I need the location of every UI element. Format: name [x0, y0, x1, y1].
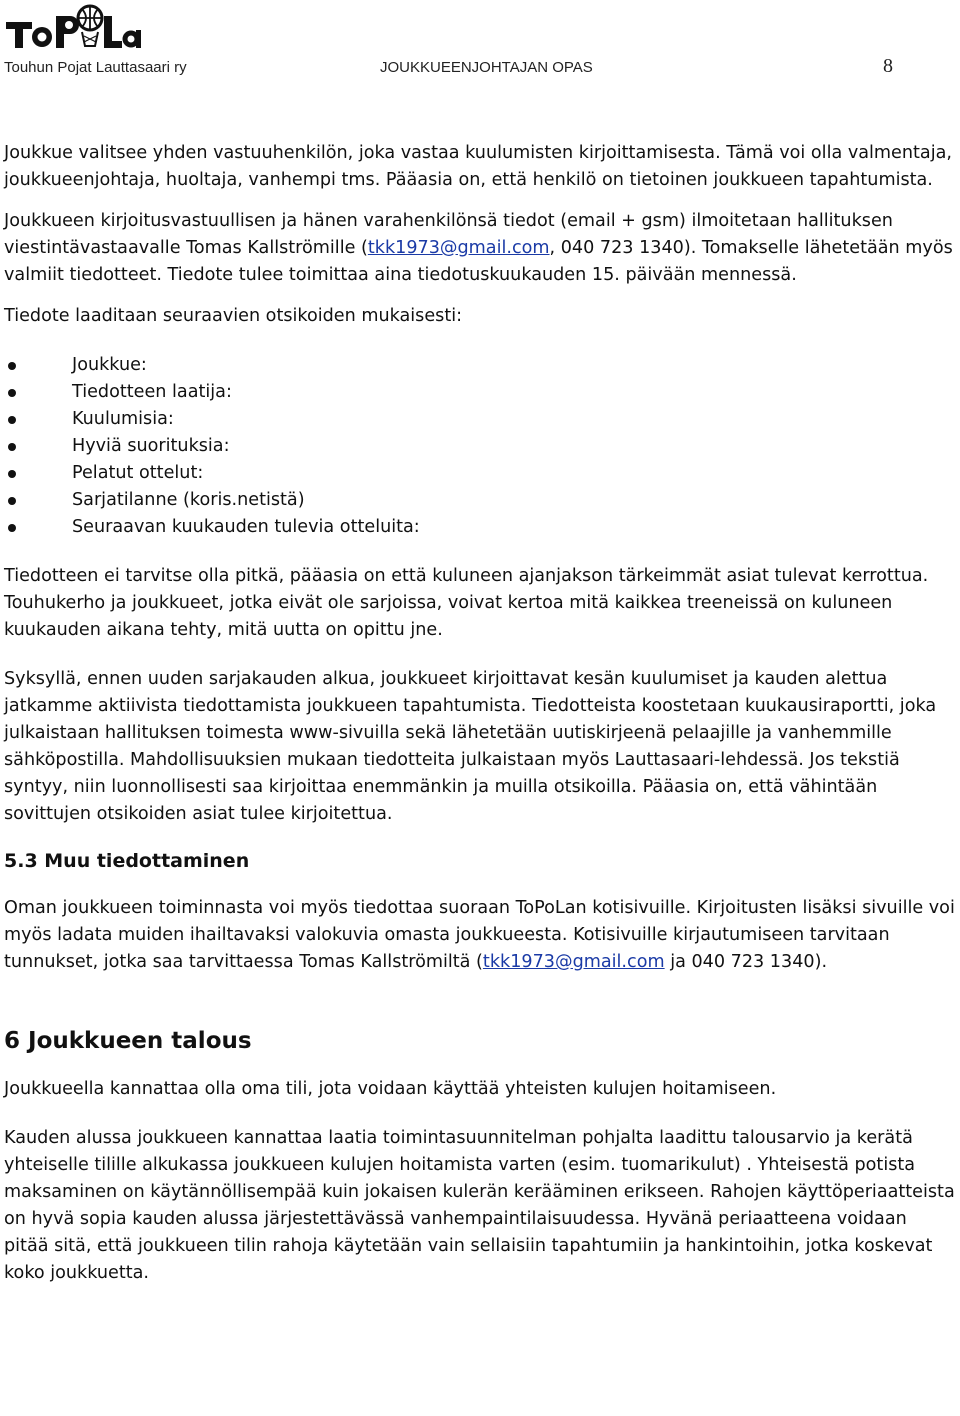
list-item [4, 514, 956, 541]
list-item-label: Joukkue: [72, 355, 147, 375]
topola-logo-graphic [4, 2, 144, 52]
paragraph-text: Joukkueen kirjoitusvastuullisen ja hänen varahenkilönsä tiedot (email + gsm) ilmoitetaan hallituksen viestintävastaavalle Tomas Kallströmille ( [4, 211, 893, 258]
list-item-label: Seuraavan kuukauden tulevia otteluita: [72, 517, 420, 537]
bullet-icon [8, 497, 16, 505]
topola-logo [4, 2, 144, 52]
paragraph-bulletin-length: Tiedotteen ei tarvitse olla pitkä, pääasia on että kuluneen ajanjakson tärkeimmät asiat tulevat kerrottua. Touhukerho ja joukkueet, jotka eivät ole sarjoissa, voivat kertoa mitä kaikkea treeneissä on kuluneen kuukauden aikana tehty, mitä uutta on opittu jne. [4, 566, 929, 640]
paragraph-autumn-reporting: Syksyllä, ennen uuden sarjakauden alkua, joukkueet kirjoittavat kesän kuulumiset ja kauden alettua jatkamme aktiivista tiedottamista joukkueen tapahtumista. Tiedotteista koostetaan kuukausiraportti, joka julkaistaan hallituksen toimesta www-sivuilla sekä lähetetään uutiskirjeenä pelaajille ja vanhemmille sähköpostilla. Mahdollisuuksien mukaan tiedotteita julkaistaan myös Lauttasaari-lehdessä. Jos tekstiä syntyy, niin luonnollisesti saa kirjoittaa enemmänkin ja muilla otsikoilla. Pääasia on, että vähintään sovittujen otsikoiden asiat tulee kirjoitettua. [4, 669, 937, 824]
page-header [0, 0, 960, 90]
list-item [4, 406, 956, 433]
paragraph-contact-info [4, 208, 956, 289]
list-item [4, 460, 956, 487]
email-link[interactable]: tkk1973@gmail.com [367, 238, 550, 258]
section-heading-5-3: 5.3 Muu tiedottaminen [4, 850, 250, 872]
email-link[interactable]: tkk1973@gmail.com [482, 952, 665, 972]
paragraph-text: , 040 723 1340). Tomakselle lähetetään myös valmiit tiedotteet. Tiedote tulee toimittaa aina tiedotuskuukauden 15. päivään mennessä. [4, 238, 953, 285]
section-heading-6: 6 Joukkueen talous [4, 1028, 252, 1054]
paragraph-text: Oman joukkueen toiminnasta voi myös tiedottaa suoraan ToPoLan kotisivuille. Kirjoitusten lisäksi sivuille voi myös ladata muiden ihailtavaksi valokuvia omasta joukkueesta. Kotisivuille kirjautumiseen tarvitaan tunnukset, jotka saa tarvittaessa Tomas Kallströmiltä ( [4, 898, 955, 972]
paragraph-team-account: Joukkueella kannattaa olla oma tili, jota voidaan käyttää yhteisten kulujen hoitamiseen. [4, 1079, 777, 1099]
list-item-label: Sarjatilanne (koris.netistä) [72, 490, 305, 510]
paragraph-budget: Kauden alussa joukkueen kannattaa laatia toimintasuunnitelman pohjalta laadittu talousarvio ja kerätä yhteiselle tilille alkukassa joukkueen kulujen hoitamista varten (esim. tuomarikulut) . Yhteisestä potista maksaminen on käytännöllisempää kuin jokaisen kulerän kerääminen erikseen. Rahojen käyttöperiaatteista on hyvä sopia kauden alussa järjestettävässä vanhempaintilaisuudessa. Hyvänä periaatteena voidaan pitää sitä, että joukkueen tilin rahoja käytetään vain sellaisiin tapahtumiin ja hankintoihin, jotka koskevat koko joukkuetta. [4, 1128, 955, 1283]
paragraph-text: ja 040 723 1340). [664, 952, 828, 972]
page-number: 8 [883, 55, 893, 77]
bullet-icon [8, 416, 16, 424]
paragraph-other-communication [4, 895, 956, 976]
bullet-icon [8, 389, 16, 397]
bullet-icon [8, 524, 16, 532]
bullet-icon [8, 362, 16, 370]
bullet-icon [8, 470, 16, 478]
list-item-label: Tiedotteen laatija: [72, 382, 232, 402]
list-item-label: Pelatut ottelut: [72, 463, 204, 483]
organization-name: Touhun Pojat Lauttasaari ry [4, 59, 187, 76]
list-item [4, 433, 956, 460]
list-item [4, 487, 956, 514]
bullet-icon [8, 443, 16, 451]
document-title: JOUKKUEENJOHTAJAN OPAS [380, 59, 593, 76]
list-item [4, 352, 956, 379]
list-item [4, 379, 956, 406]
page-body [4, 140, 956, 1287]
list-item-label: Kuulumisia: [72, 409, 174, 429]
bulletin-headings-list [4, 352, 956, 541]
paragraph-responsible-person: Joukkue valitsee yhden vastuuhenkilön, joka vastaa kuulumisten kirjoittamisesta. Tämä voi olla valmentaja, joukkueenjohtaja, huoltaja, vanhempi tms. Pääasia on, että henkilö on tietoinen joukkueen tapahtumista. [4, 143, 952, 190]
list-item-label: Hyviä suorituksia: [72, 436, 230, 456]
paragraph-headings-intro: Tiedote laaditaan seuraavien otsikoiden mukaisesti: [4, 306, 463, 326]
